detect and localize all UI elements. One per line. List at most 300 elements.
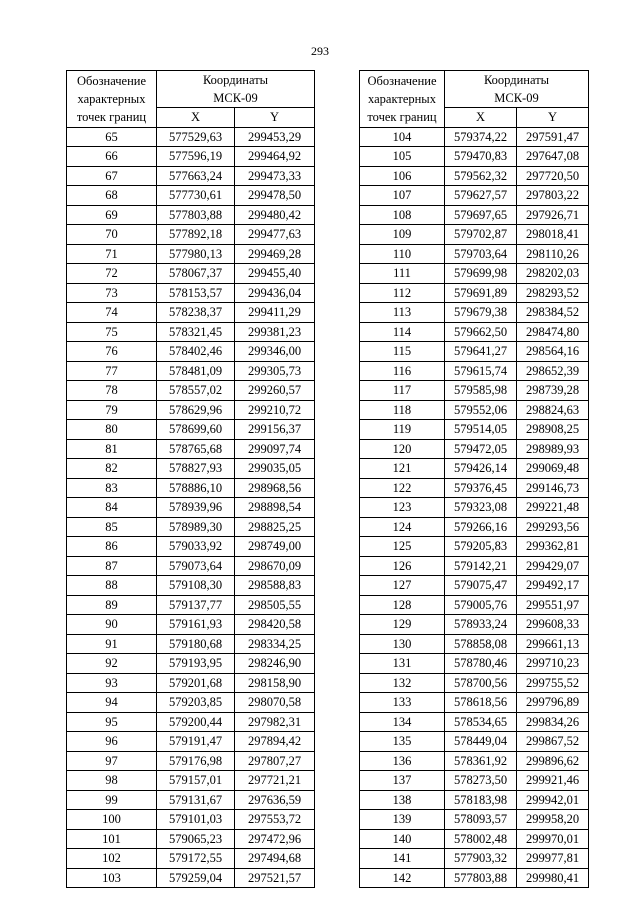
y-coordinate: 298670,09: [235, 556, 315, 576]
table-row: [360, 478, 589, 498]
x-coordinate: 577663,24: [157, 166, 235, 186]
table-row: [67, 810, 315, 830]
table-row: [67, 127, 315, 147]
table-row: [67, 732, 315, 752]
y-coordinate: 299480,42: [235, 205, 315, 225]
point-number: 66: [67, 147, 157, 167]
point-number: 95: [67, 712, 157, 732]
y-coordinate: 299097,74: [235, 439, 315, 459]
x-coordinate: 578618,56: [445, 693, 517, 713]
x-column-header: X: [157, 108, 235, 128]
x-coordinate: 579205,83: [445, 537, 517, 557]
x-coordinate: 579562,32: [445, 166, 517, 186]
y-coordinate: 297647,08: [517, 147, 589, 167]
y-coordinate: 297553,72: [235, 810, 315, 830]
table-row: [67, 556, 315, 576]
x-coordinate: 579699,98: [445, 264, 517, 284]
y-coordinate: 298824,63: [517, 400, 589, 420]
point-number: 133: [360, 693, 445, 713]
point-number: 68: [67, 186, 157, 206]
y-coordinate: 299492,17: [517, 576, 589, 596]
table-row: [67, 439, 315, 459]
point-number: 67: [67, 166, 157, 186]
point-number: 138: [360, 790, 445, 810]
x-coordinate: 579470,83: [445, 147, 517, 167]
x-coordinate: 578886,10: [157, 478, 235, 498]
point-number: 109: [360, 225, 445, 245]
table-row: [67, 654, 315, 674]
point-number: 74: [67, 303, 157, 323]
x-coordinate: 579033,92: [157, 537, 235, 557]
point-number: 110: [360, 244, 445, 264]
y-coordinate: 297636,59: [235, 790, 315, 810]
point-number: 112: [360, 283, 445, 303]
coordinates-table-right: [359, 70, 589, 888]
x-coordinate: 579702,87: [445, 225, 517, 245]
point-number: 125: [360, 537, 445, 557]
y-column-header: Y: [517, 108, 589, 128]
x-coordinate: 577730,61: [157, 186, 235, 206]
x-coordinate: 578238,37: [157, 303, 235, 323]
coordinates-header-line: Координаты: [483, 73, 550, 87]
table-row: [67, 849, 315, 869]
point-number: 137: [360, 771, 445, 791]
point-number: 75: [67, 322, 157, 342]
table-row: [360, 303, 589, 323]
point-number: 132: [360, 673, 445, 693]
x-coordinate: 578067,37: [157, 264, 235, 284]
y-coordinate: 298246,90: [235, 654, 315, 674]
y-coordinate: 297521,57: [235, 868, 315, 888]
point-number: 99: [67, 790, 157, 810]
point-number: 101: [67, 829, 157, 849]
coordinates-header-line: МСК-09: [494, 91, 539, 105]
table-row: [67, 381, 315, 401]
y-coordinate: 299210,72: [235, 400, 315, 420]
y-coordinate: 299362,81: [517, 537, 589, 557]
y-coordinate: 298110,26: [517, 244, 589, 264]
coordinates-header-line: МСК-09: [213, 91, 258, 105]
point-number: 113: [360, 303, 445, 323]
x-coordinate: 577803,88: [157, 205, 235, 225]
x-coordinate: 578449,04: [445, 732, 517, 752]
y-coordinate: 298334,25: [235, 634, 315, 654]
x-coordinate: 577803,88: [445, 868, 517, 888]
table-row: [67, 400, 315, 420]
table-row: [360, 127, 589, 147]
table-row: [360, 537, 589, 557]
point-number: 108: [360, 205, 445, 225]
table-row: [67, 712, 315, 732]
table-row: [67, 264, 315, 284]
table-row: [360, 556, 589, 576]
y-coordinate: 299469,28: [235, 244, 315, 264]
y-coordinate: 298968,56: [235, 478, 315, 498]
x-coordinate: 578481,09: [157, 361, 235, 381]
table-row: [360, 693, 589, 713]
point-number: 122: [360, 478, 445, 498]
y-coordinate: 299896,62: [517, 751, 589, 771]
designation-header: [360, 71, 445, 128]
y-coordinate: 298202,03: [517, 264, 589, 284]
point-number: 106: [360, 166, 445, 186]
table-row: [67, 829, 315, 849]
y-coordinate: 299429,07: [517, 556, 589, 576]
y-coordinate: 297894,42: [235, 732, 315, 752]
x-coordinate: 579176,98: [157, 751, 235, 771]
point-number: 89: [67, 595, 157, 615]
point-number: 76: [67, 342, 157, 362]
table-row: [360, 205, 589, 225]
table-row: [360, 322, 589, 342]
y-coordinate: 298505,55: [235, 595, 315, 615]
y-coordinate: 299069,48: [517, 459, 589, 479]
point-number: 78: [67, 381, 157, 401]
table-row: [67, 420, 315, 440]
designation-header: [67, 71, 157, 128]
point-number: 121: [360, 459, 445, 479]
x-coordinate: 577529,63: [157, 127, 235, 147]
table-row: [360, 225, 589, 245]
y-coordinate: 297721,21: [235, 771, 315, 791]
y-coordinate: 299453,29: [235, 127, 315, 147]
x-coordinate: 579376,45: [445, 478, 517, 498]
table-row: [360, 576, 589, 596]
x-coordinate: 579193,95: [157, 654, 235, 674]
table-row: [360, 420, 589, 440]
table-row: [67, 537, 315, 557]
table-row: [67, 322, 315, 342]
point-number: 82: [67, 459, 157, 479]
x-coordinate: 578153,57: [157, 283, 235, 303]
table-body-right: [360, 127, 589, 888]
x-coordinate: 579200,44: [157, 712, 235, 732]
table-row: [360, 868, 589, 888]
y-coordinate: 299473,33: [235, 166, 315, 186]
table-row: [360, 186, 589, 206]
y-coordinate: 299156,37: [235, 420, 315, 440]
table-row: [67, 205, 315, 225]
point-number: 83: [67, 478, 157, 498]
table-row: [67, 693, 315, 713]
y-coordinate: 299436,04: [235, 283, 315, 303]
y-coordinate: 299260,57: [235, 381, 315, 401]
table-row: [67, 751, 315, 771]
coordinates-header: [445, 71, 589, 108]
table-row: [360, 283, 589, 303]
point-number: 73: [67, 283, 157, 303]
table-row: [360, 771, 589, 791]
y-coordinate: 298652,39: [517, 361, 589, 381]
x-coordinate: 579697,65: [445, 205, 517, 225]
point-number: 111: [360, 264, 445, 284]
y-coordinate: 298158,90: [235, 673, 315, 693]
point-number: 70: [67, 225, 157, 245]
x-coordinate: 578557,02: [157, 381, 235, 401]
x-coordinate: 577980,13: [157, 244, 235, 264]
table-row: [360, 751, 589, 771]
table-row: [360, 732, 589, 752]
y-coordinate: 299464,92: [235, 147, 315, 167]
point-number: 91: [67, 634, 157, 654]
table-row: [360, 264, 589, 284]
table-row: [360, 712, 589, 732]
designation-header-line: точек границ: [76, 109, 147, 124]
table-row: [67, 244, 315, 264]
x-coordinate: 578765,68: [157, 439, 235, 459]
x-coordinate: 579615,74: [445, 361, 517, 381]
point-number: 124: [360, 517, 445, 537]
table-row: [360, 361, 589, 381]
table-row: [360, 849, 589, 869]
x-coordinate: 579641,27: [445, 342, 517, 362]
x-coordinate: 579131,67: [157, 790, 235, 810]
coordinates-header: [157, 71, 315, 108]
y-coordinate: 299942,01: [517, 790, 589, 810]
table-row: [360, 790, 589, 810]
y-coordinate: 299411,29: [235, 303, 315, 323]
x-coordinate: 579142,21: [445, 556, 517, 576]
designation-header-line: характерных: [77, 91, 146, 106]
x-coordinate: 578780,46: [445, 654, 517, 674]
y-coordinate: 299346,00: [235, 342, 315, 362]
y-coordinate: 298989,93: [517, 439, 589, 459]
x-coordinate: 579627,57: [445, 186, 517, 206]
y-coordinate: 299661,13: [517, 634, 589, 654]
point-number: 87: [67, 556, 157, 576]
designation-header-line: Обозначение: [367, 73, 437, 88]
y-coordinate: 299221,48: [517, 498, 589, 518]
point-number: 69: [67, 205, 157, 225]
x-coordinate: 579201,68: [157, 673, 235, 693]
table-row: [360, 634, 589, 654]
point-number: 103: [67, 868, 157, 888]
x-coordinate: 579180,68: [157, 634, 235, 654]
point-number: 117: [360, 381, 445, 401]
table-row: [360, 595, 589, 615]
point-number: 72: [67, 264, 157, 284]
y-coordinate: 298564,16: [517, 342, 589, 362]
y-coordinate: 298293,52: [517, 283, 589, 303]
y-coordinate: 297803,22: [517, 186, 589, 206]
x-coordinate: 579514,05: [445, 420, 517, 440]
x-coordinate: 578002,48: [445, 829, 517, 849]
point-number: 123: [360, 498, 445, 518]
table-row: [67, 517, 315, 537]
y-coordinate: 299977,81: [517, 849, 589, 869]
x-coordinate: 579101,03: [157, 810, 235, 830]
x-coordinate: 579266,16: [445, 517, 517, 537]
point-number: 77: [67, 361, 157, 381]
table-row: [67, 498, 315, 518]
table-row: [67, 342, 315, 362]
x-coordinate: 578939,96: [157, 498, 235, 518]
y-coordinate: 297591,47: [517, 127, 589, 147]
x-coordinate: 578273,50: [445, 771, 517, 791]
table-row: [67, 615, 315, 635]
y-coordinate: 299867,52: [517, 732, 589, 752]
table-row: [67, 225, 315, 245]
x-coordinate: 579374,22: [445, 127, 517, 147]
x-coordinate: 578629,96: [157, 400, 235, 420]
point-number: 96: [67, 732, 157, 752]
table-row: [360, 381, 589, 401]
x-coordinate: 579552,06: [445, 400, 517, 420]
point-number: 114: [360, 322, 445, 342]
x-coordinate: 579426,14: [445, 459, 517, 479]
y-coordinate: 297472,96: [235, 829, 315, 849]
x-column-header: X: [445, 108, 517, 128]
y-coordinate: 297494,68: [235, 849, 315, 869]
x-coordinate: 578700,56: [445, 673, 517, 693]
y-coordinate: 299477,63: [235, 225, 315, 245]
x-coordinate: 578989,30: [157, 517, 235, 537]
table-row: [360, 244, 589, 264]
point-number: 134: [360, 712, 445, 732]
y-coordinate: 298018,41: [517, 225, 589, 245]
table-row: [67, 576, 315, 596]
point-number: 93: [67, 673, 157, 693]
y-coordinate: 299293,56: [517, 517, 589, 537]
point-number: 86: [67, 537, 157, 557]
x-coordinate: 579065,23: [157, 829, 235, 849]
table-row: [67, 361, 315, 381]
point-number: 140: [360, 829, 445, 849]
y-coordinate: 299921,46: [517, 771, 589, 791]
y-coordinate: 299455,40: [235, 264, 315, 284]
table-row: [67, 478, 315, 498]
designation-header-line: точек границ: [367, 109, 437, 124]
y-coordinate: 299970,01: [517, 829, 589, 849]
y-coordinate: 299834,26: [517, 712, 589, 732]
x-coordinate: 578699,60: [157, 420, 235, 440]
y-coordinate: 299958,20: [517, 810, 589, 830]
table-row: [360, 810, 589, 830]
point-number: 80: [67, 420, 157, 440]
y-coordinate: 298898,54: [235, 498, 315, 518]
point-number: 85: [67, 517, 157, 537]
point-number: 129: [360, 615, 445, 635]
point-number: 107: [360, 186, 445, 206]
x-coordinate: 579203,85: [157, 693, 235, 713]
point-number: 102: [67, 849, 157, 869]
table-row: [67, 634, 315, 654]
y-coordinate: 299796,89: [517, 693, 589, 713]
point-number: 98: [67, 771, 157, 791]
point-number: 128: [360, 595, 445, 615]
point-number: 92: [67, 654, 157, 674]
table-row: [67, 771, 315, 791]
y-coordinate: 299551,97: [517, 595, 589, 615]
table-row: [360, 147, 589, 167]
x-coordinate: 578183,98: [445, 790, 517, 810]
x-coordinate: 579191,47: [157, 732, 235, 752]
x-coordinate: 579323,08: [445, 498, 517, 518]
point-number: 126: [360, 556, 445, 576]
table-row: [67, 166, 315, 186]
point-number: 97: [67, 751, 157, 771]
point-number: 142: [360, 868, 445, 888]
x-coordinate: 579703,64: [445, 244, 517, 264]
x-coordinate: 579259,04: [157, 868, 235, 888]
y-coordinate: 297926,71: [517, 205, 589, 225]
point-number: 119: [360, 420, 445, 440]
point-number: 120: [360, 439, 445, 459]
x-coordinate: 579585,98: [445, 381, 517, 401]
y-coordinate: 299478,50: [235, 186, 315, 206]
y-coordinate: 299608,33: [517, 615, 589, 635]
x-coordinate: 579108,30: [157, 576, 235, 596]
point-number: 136: [360, 751, 445, 771]
table-row: [67, 147, 315, 167]
designation-header-line: характерных: [368, 91, 436, 106]
y-coordinate: 299305,73: [235, 361, 315, 381]
y-coordinate: 299980,41: [517, 868, 589, 888]
table-row: [360, 673, 589, 693]
point-number: 94: [67, 693, 157, 713]
point-number: 118: [360, 400, 445, 420]
point-number: 116: [360, 361, 445, 381]
point-number: 131: [360, 654, 445, 674]
coordinates-table-left: [66, 70, 315, 888]
table-row: [67, 303, 315, 323]
x-coordinate: 578933,24: [445, 615, 517, 635]
x-coordinate: 579137,77: [157, 595, 235, 615]
y-coordinate: 298384,52: [517, 303, 589, 323]
x-coordinate: 579005,76: [445, 595, 517, 615]
page-number: 293: [311, 44, 329, 58]
x-coordinate: 579161,93: [157, 615, 235, 635]
table-body-left: [67, 127, 315, 888]
x-coordinate: 579662,50: [445, 322, 517, 342]
table-row: [67, 595, 315, 615]
designation-header-line: Обозначение: [76, 73, 147, 88]
table-row: [360, 400, 589, 420]
y-column-header: Y: [235, 108, 315, 128]
table-row: [67, 283, 315, 303]
point-number: 135: [360, 732, 445, 752]
y-coordinate: 299755,52: [517, 673, 589, 693]
x-coordinate: 578534,65: [445, 712, 517, 732]
table-row: [67, 790, 315, 810]
table-row: [67, 186, 315, 206]
y-coordinate: 299035,05: [235, 459, 315, 479]
table-row: [360, 615, 589, 635]
point-number: 139: [360, 810, 445, 830]
x-coordinate: 578402,46: [157, 342, 235, 362]
y-coordinate: 298739,28: [517, 381, 589, 401]
y-coordinate: 299146,73: [517, 478, 589, 498]
x-coordinate: 577596,19: [157, 147, 235, 167]
y-coordinate: 298588,83: [235, 576, 315, 596]
table-row: [360, 654, 589, 674]
y-coordinate: 297982,31: [235, 712, 315, 732]
y-coordinate: 298070,58: [235, 693, 315, 713]
point-number: 104: [360, 127, 445, 147]
x-coordinate: 577892,18: [157, 225, 235, 245]
x-coordinate: 577903,32: [445, 849, 517, 869]
x-coordinate: 578827,93: [157, 459, 235, 479]
point-number: 81: [67, 439, 157, 459]
y-coordinate: 299710,23: [517, 654, 589, 674]
x-coordinate: 578093,57: [445, 810, 517, 830]
point-number: 141: [360, 849, 445, 869]
coordinates-header-line: Координаты: [202, 73, 269, 87]
point-number: 84: [67, 498, 157, 518]
table-row: [360, 342, 589, 362]
point-number: 130: [360, 634, 445, 654]
table-row: [67, 868, 315, 888]
